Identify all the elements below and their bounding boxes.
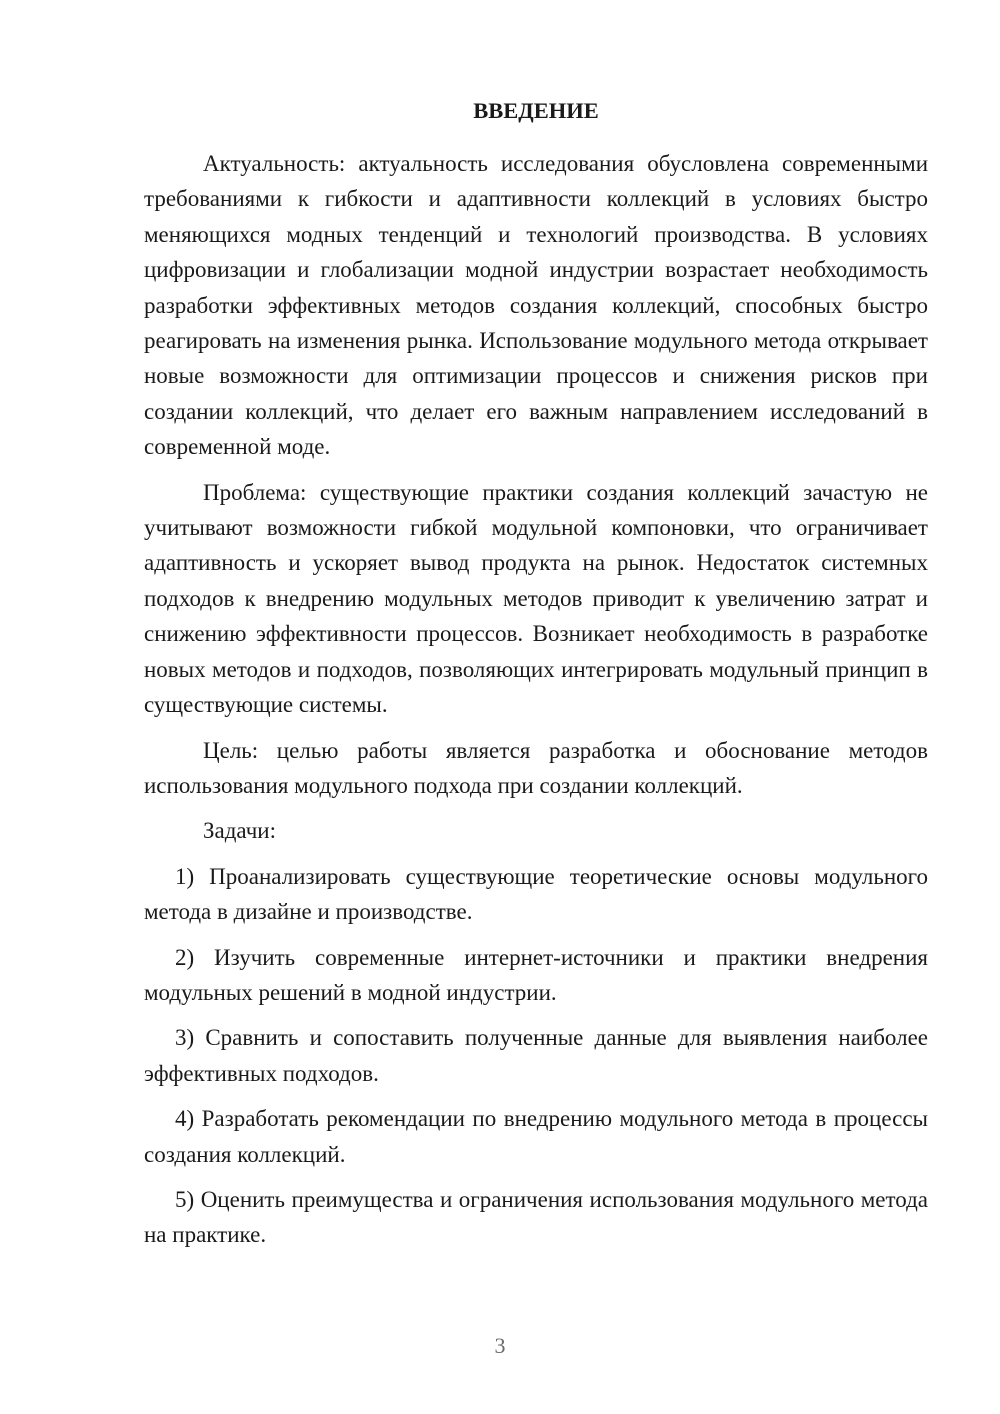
task-item-1: 1) Проанализировать существующие теоретические основы модульного метода в дизайне и производстве.: [144, 863, 928, 925]
tasks-heading: Задачи:: [203, 818, 276, 844]
page-number: 3: [494, 1333, 506, 1358]
page-title: ВВЕДЕНИЕ: [473, 98, 599, 123]
paragraph-goal: Цель: целью работы является разработка и обоснование методов использования модульного подхода при создании коллекций.: [144, 737, 928, 798]
document-page: [144, 96, 928, 1263]
paragraph-relevance: Актуальность: актуальность исследования обусловлена современными требованиями к гибкости и адаптивности коллекций в условиях быстро меняющихся модных тенденций и технологий производства. В условиях цифровизации и глобализации модной индустрии возрастает необходимость разработки эффективных методов создания коллекций, способных быстро реагировать на изменения рынка. Использование модульного метода открывает новые возможности для оптимизации процессов и снижения рисков при создании коллекций, что делает его важным направлением исследований в современной моде.: [144, 151, 928, 460]
task-item-3: 3) Сравнить и сопоставить полученные данные для выявления наиболее эффективных подходов.: [144, 1025, 928, 1086]
task-item-4: 4) Разработать рекомендации по внедрению модульного метода в процессы создания коллекций.: [144, 1106, 928, 1167]
task-item-2: 2) Изучить современные интернет-источники и практики внедрения модульных решений в модной индустрии.: [144, 944, 928, 1005]
task-item-5: 5) Оценить преимущества и ограничения использования модульного метода на практике.: [144, 1186, 928, 1248]
paragraph-problem: Проблема: существующие практики создания коллекций зачастую не учитывают возможности гибкой модульной компоновки, что ограничивает адаптивность и ускоряет вывод продукта на рынок. Недостаток системных подходов к внедрению модульных методов приводит к увеличению затрат и снижению эффективности процессов. Возникает необходимость в разработке новых методов и подходов, позволяющих интегрировать модульный принцип в существующие системы.: [144, 479, 928, 718]
